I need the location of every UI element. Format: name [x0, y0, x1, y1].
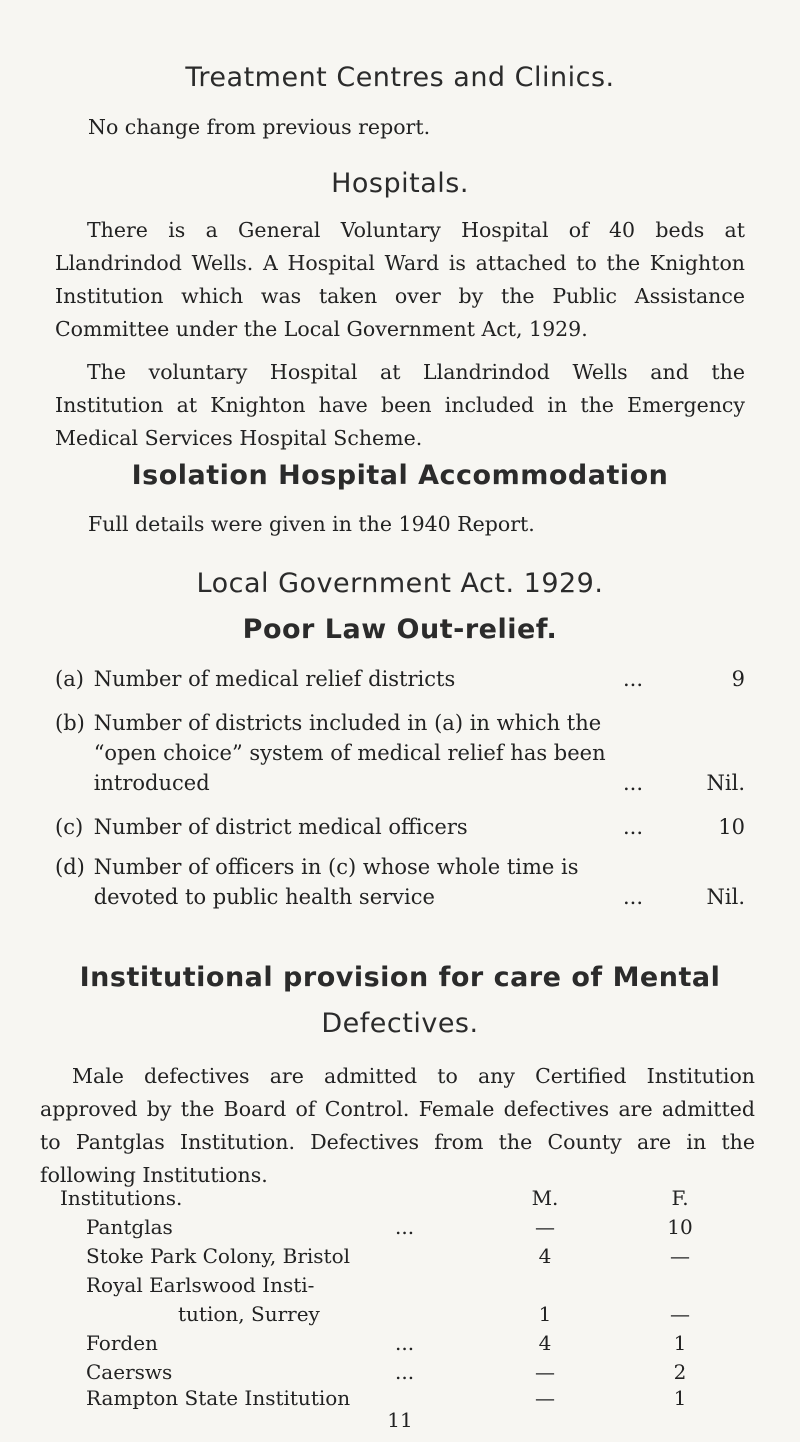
table-cell-f: 1 [673, 1386, 687, 1410]
table-header-m: M. [531, 1186, 559, 1210]
mental-heading: Institutional provision for care of Mental [79, 962, 721, 993]
table-cell-f: 2 [673, 1360, 687, 1384]
poor-law-heading: Poor Law Out-relief. [242, 614, 558, 645]
item-value: 9 [731, 667, 745, 691]
page-number: 11 [387, 1408, 413, 1432]
item-text: Number of districts included in (a) in which the “open choice” system of medical relief has been introduced [93, 711, 606, 795]
table-cell-m: — [535, 1360, 555, 1384]
item-value: Nil. [706, 885, 745, 909]
table-cell-m: 4 [538, 1331, 552, 1355]
table-cell-m: 4 [538, 1244, 552, 1268]
lga-heading: Local Government Act. 1929. [196, 568, 604, 599]
table-cell-dots: ... [395, 1360, 415, 1384]
table-cell-name: Royal Earlswood Insti- [86, 1273, 315, 1297]
table-cell-f: — [670, 1302, 690, 1326]
table-cell-name: Forden [86, 1331, 158, 1355]
item-dots: ... [623, 667, 644, 691]
hospitals-paragraph-1: There is a General Voluntary Hospital of 40 beds at Llandrindod Wells. A Hospital Ward is attached to the Knighton Institution which was taken over by the Public Assistance Committee under the Local Government Act, 1929. [55, 218, 745, 341]
isolation-text: Full details were given in the 1940 Report. [88, 512, 535, 536]
table-cell-name: Caersws [86, 1360, 173, 1384]
hospitals-heading: Hospitals. [331, 168, 469, 199]
mental-paragraph: Male defectives are admitted to any Certified Institution approved by the Board of Control. Female defectives are admitted to Pantglas Institution. Defectives from the County are in the following Institutions. [40, 1064, 755, 1187]
item-text: Number of officers in (c) whose whole time is devoted to public health service [93, 855, 579, 909]
table-cell-m: 1 [538, 1302, 552, 1326]
table-cell-name: Pantglas [86, 1215, 173, 1239]
list-item [55, 852, 745, 912]
item-dots: ... [623, 815, 644, 839]
treatment-heading: Treatment Centres and Clinics. [185, 62, 615, 93]
table-cell-f: 10 [667, 1215, 693, 1239]
item-value: 10 [718, 815, 745, 839]
hospitals-paragraph-2: The voluntary Hospital at Llandrindod Wells and the Institution at Knighton have been included in the Emergency Medical Services Hospital Scheme. [55, 360, 745, 450]
item-label: (c) [55, 815, 84, 839]
table-cell-dots: ... [395, 1215, 415, 1239]
item-dots: ... [623, 885, 644, 909]
table-cell-f: — [670, 1244, 690, 1268]
item-label: (a) [55, 667, 84, 691]
table-cell-name: tution, Surrey [178, 1302, 320, 1326]
item-label: (b) [55, 711, 85, 735]
treatment-text: No change from previous report. [88, 115, 431, 139]
table-cell-m: — [535, 1386, 555, 1410]
mental-heading-2: Defectives. [321, 1008, 479, 1039]
table-cell-name: Stoke Park Colony, Bristol [86, 1244, 351, 1268]
item-text: Number of medical relief districts [93, 667, 456, 691]
table-cell-m: — [535, 1215, 555, 1239]
table-cell-name: Rampton State Institution [86, 1386, 351, 1410]
list-item [55, 812, 745, 842]
list-item [55, 708, 745, 798]
item-value: Nil. [706, 771, 745, 795]
item-label: (d) [55, 855, 85, 879]
item-text: Number of district medical officers [93, 815, 468, 839]
isolation-heading: Isolation Hospital Accommodation [131, 460, 669, 491]
list-item [55, 664, 745, 694]
table-header-institutions: Institutions. [60, 1186, 183, 1210]
table-cell-dots: ... [395, 1331, 415, 1355]
table-header-f: F. [671, 1186, 689, 1210]
table-cell-f: 1 [673, 1331, 687, 1355]
item-dots: ... [623, 771, 644, 795]
